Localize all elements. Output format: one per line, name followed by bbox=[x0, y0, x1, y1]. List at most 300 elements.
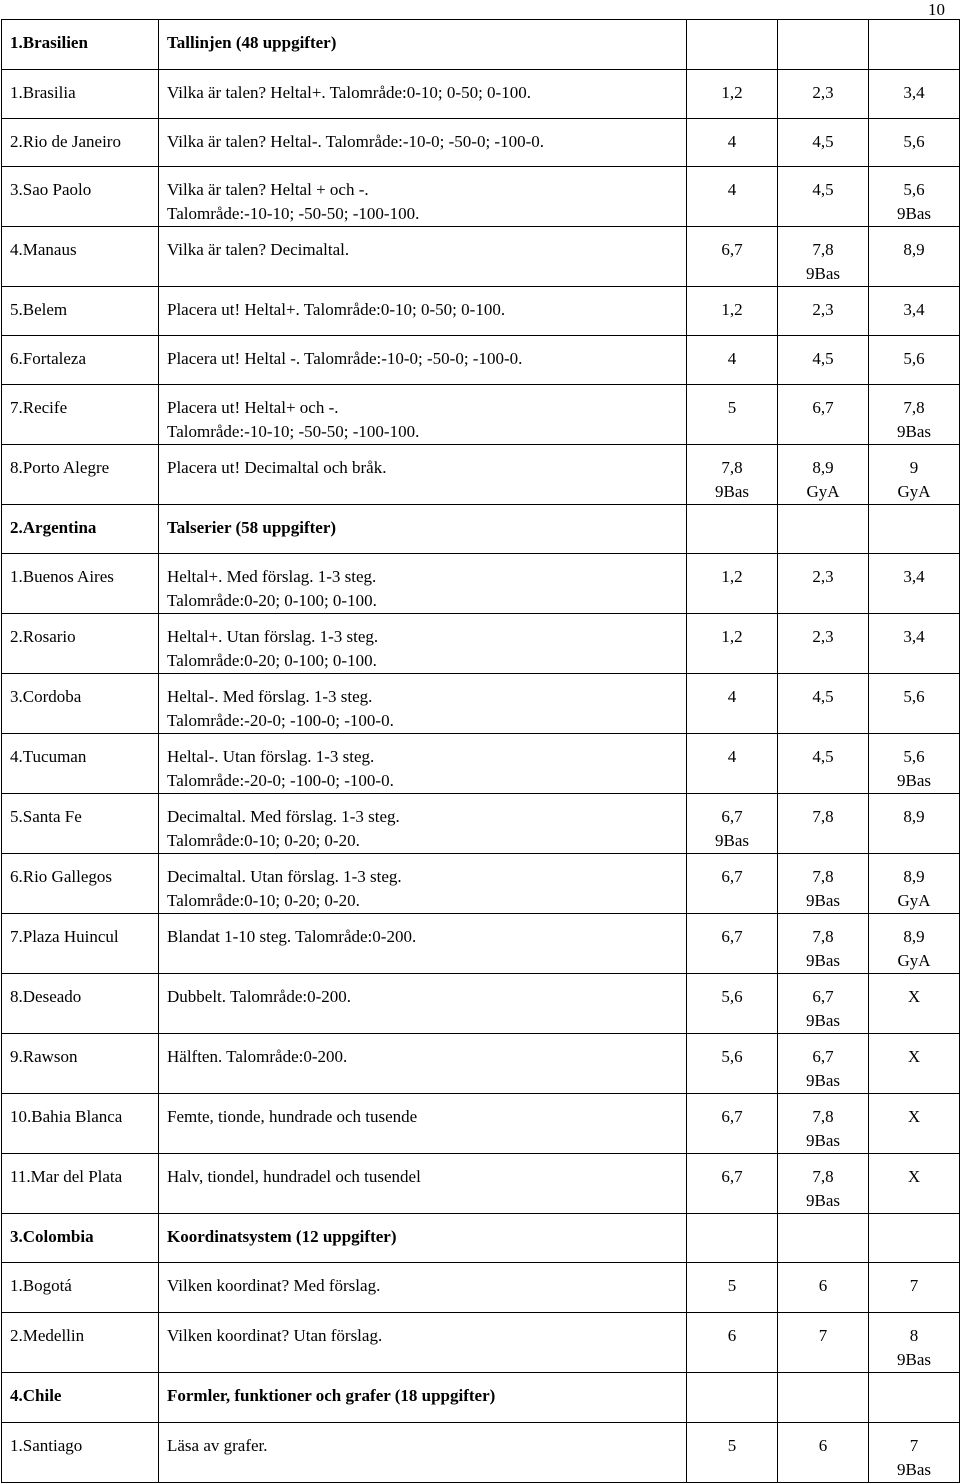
table-row bbox=[2, 1034, 960, 1094]
cell-line: Heltal+. Utan förslag. 1-3 steg. bbox=[167, 627, 379, 646]
cell-line: Talområde:-10-10; -50-50; -100-100. bbox=[167, 204, 420, 223]
exercise-name bbox=[2, 1313, 159, 1373]
cell-line: 3,4 bbox=[903, 567, 925, 586]
grade-cell-3 bbox=[869, 1313, 960, 1373]
cell-text: 2.Argentina bbox=[10, 518, 97, 537]
exercise-description bbox=[159, 1034, 687, 1094]
table-row bbox=[2, 445, 960, 505]
cell-line: Decimaltal. Med förslag. 1-3 steg. bbox=[167, 807, 400, 826]
cell-text: 3.Colombia bbox=[10, 1227, 94, 1246]
cell-line: Vilken koordinat? Utan förslag. bbox=[167, 1326, 383, 1345]
table-row bbox=[2, 1313, 960, 1373]
cell-line: Femte, tionde, hundrade och tusende bbox=[167, 1107, 418, 1126]
cell-line: Talområde:0-20; 0-100; 0-100. bbox=[167, 591, 377, 610]
exercise-description bbox=[159, 167, 687, 227]
exercise-description bbox=[159, 70, 687, 119]
section-country bbox=[2, 20, 159, 70]
exercise-description bbox=[159, 1423, 687, 1483]
grade-cell-3 bbox=[869, 794, 960, 854]
cell-line: GyA bbox=[897, 482, 931, 501]
grade-cell-3 bbox=[869, 119, 960, 167]
grade-cell-1 bbox=[687, 20, 778, 70]
cell-line: 9 bbox=[909, 458, 919, 477]
cell-text: 5.Belem bbox=[10, 300, 68, 319]
exercise-name bbox=[2, 1263, 159, 1313]
exercise-name bbox=[2, 227, 159, 287]
grade-cell-3 bbox=[869, 854, 960, 914]
cell-line: 7,8 bbox=[812, 807, 834, 826]
exercise-description bbox=[159, 336, 687, 385]
cell-line: 6,7 bbox=[721, 867, 743, 886]
cell-line: GyA bbox=[897, 951, 931, 970]
grade-cell-2 bbox=[778, 1373, 869, 1423]
exercise-description bbox=[159, 1094, 687, 1154]
grade-cell-2 bbox=[778, 554, 869, 614]
cell-line: 4 bbox=[727, 687, 737, 706]
section-title bbox=[159, 1214, 687, 1263]
cell-line: Heltal+. Med förslag. 1-3 steg. bbox=[167, 567, 377, 586]
grade-cell-3 bbox=[869, 554, 960, 614]
cell-line: 1,2 bbox=[721, 300, 743, 319]
grade-cell-2 bbox=[778, 1423, 869, 1483]
grade-cell-3 bbox=[869, 167, 960, 227]
cell-text: 2.Rio de Janeiro bbox=[10, 132, 121, 151]
grade-cell-2 bbox=[778, 854, 869, 914]
cell-line: X bbox=[907, 1107, 921, 1126]
cell-line: Vilka är talen? Decimaltal. bbox=[167, 240, 350, 259]
exercise-description bbox=[159, 674, 687, 734]
cell-text: 1.Bogotá bbox=[10, 1276, 72, 1295]
grade-cell-2 bbox=[778, 734, 869, 794]
exercise-name bbox=[2, 287, 159, 336]
cell-line: 5,6 bbox=[903, 132, 925, 151]
grade-cell-3 bbox=[869, 1094, 960, 1154]
grade-cell-1 bbox=[687, 1373, 778, 1423]
exercise-description bbox=[159, 914, 687, 974]
cell-line: 1,2 bbox=[721, 627, 743, 646]
cell-line: Vilka är talen? Heltal-. Talområde:-10-0; -50-0; -100-0. bbox=[167, 132, 545, 151]
cell-line: 4 bbox=[727, 180, 737, 199]
grade-cell-1 bbox=[687, 1313, 778, 1373]
cell-line: 6 bbox=[818, 1436, 828, 1455]
exercise-description bbox=[159, 1263, 687, 1313]
cell-text: 6.Rio Gallegos bbox=[10, 867, 112, 886]
cell-line: Decimaltal. Utan förslag. 1-3 steg. bbox=[167, 867, 402, 886]
grade-cell-2 bbox=[778, 385, 869, 445]
exercise-name bbox=[2, 854, 159, 914]
grade-cell-3 bbox=[869, 1154, 960, 1214]
grade-cell-2 bbox=[778, 119, 869, 167]
cell-line: 4,5 bbox=[812, 747, 834, 766]
cell-line: 9Bas bbox=[715, 482, 749, 501]
grade-cell-3 bbox=[869, 70, 960, 119]
exercise-name bbox=[2, 70, 159, 119]
grade-cell-2 bbox=[778, 505, 869, 554]
cell-text: 8.Porto Alegre bbox=[10, 458, 110, 477]
cell-line: Placera ut! Heltal+ och -. bbox=[167, 398, 339, 417]
table-row bbox=[2, 119, 960, 167]
cell-line: 8,9 bbox=[903, 807, 925, 826]
exercise-description bbox=[159, 1313, 687, 1373]
cell-line: Blandat 1-10 steg. Talområde:0-200. bbox=[167, 927, 417, 946]
cell-line: 4,5 bbox=[812, 180, 834, 199]
cell-line: 8 bbox=[909, 1326, 919, 1345]
grade-cell-3 bbox=[869, 914, 960, 974]
cell-line: Läsa av grafer. bbox=[167, 1436, 268, 1455]
grade-cell-1 bbox=[687, 287, 778, 336]
cell-line: 1,2 bbox=[721, 567, 743, 586]
cell-line: Placera ut! Decimaltal och bråk. bbox=[167, 458, 387, 477]
cell-line: 9Bas bbox=[897, 204, 931, 223]
cell-line: 9Bas bbox=[897, 771, 931, 790]
grade-cell-3 bbox=[869, 1263, 960, 1313]
exercise-description bbox=[159, 854, 687, 914]
grade-cell-3 bbox=[869, 1423, 960, 1483]
cell-line: 3,4 bbox=[903, 83, 925, 102]
cell-line: Dubbelt. Talområde:0-200. bbox=[167, 987, 352, 1006]
exercise-name bbox=[2, 1423, 159, 1483]
table-row bbox=[2, 614, 960, 674]
cell-line: 5 bbox=[727, 398, 737, 417]
cell-text: 4.Chile bbox=[10, 1386, 62, 1405]
grade-cell-2 bbox=[778, 1154, 869, 1214]
cell-line: 5,6 bbox=[721, 1047, 743, 1066]
section-row bbox=[2, 1373, 960, 1423]
grade-cell-1 bbox=[687, 1094, 778, 1154]
exercise-description bbox=[159, 734, 687, 794]
page-number: 10 bbox=[928, 0, 945, 19]
table-row bbox=[2, 1094, 960, 1154]
cell-line: 9Bas bbox=[806, 264, 840, 283]
grade-cell-2 bbox=[778, 614, 869, 674]
cell-line: 9Bas bbox=[897, 422, 931, 441]
grade-cell-1 bbox=[687, 614, 778, 674]
grade-cell-2 bbox=[778, 974, 869, 1034]
grade-cell-2 bbox=[778, 914, 869, 974]
cell-line: 7 bbox=[909, 1276, 919, 1295]
cell-line: Talserier (58 uppgifter) bbox=[167, 518, 337, 537]
cell-text: 1.Buenos Aires bbox=[10, 567, 114, 586]
exercise-name bbox=[2, 1154, 159, 1214]
exercise-description bbox=[159, 974, 687, 1034]
grade-cell-1 bbox=[687, 1214, 778, 1263]
grade-cell-1 bbox=[687, 1034, 778, 1094]
cell-line: 3,4 bbox=[903, 627, 925, 646]
grade-cell-1 bbox=[687, 554, 778, 614]
grade-cell-2 bbox=[778, 1214, 869, 1263]
cell-line: 5,6 bbox=[903, 180, 925, 199]
cell-text: 10.Bahia Blanca bbox=[10, 1107, 123, 1126]
grade-cell-1 bbox=[687, 734, 778, 794]
cell-line: X bbox=[907, 987, 921, 1006]
cell-line: 7,8 bbox=[812, 867, 834, 886]
cell-line: 2,3 bbox=[812, 83, 834, 102]
cell-line: Placera ut! Heltal -. Talområde:-10-0; -50-0; -100-0. bbox=[167, 349, 523, 368]
cell-line: 6,7 bbox=[721, 927, 743, 946]
cell-line: Koordinatsystem (12 uppgifter) bbox=[167, 1227, 397, 1246]
cell-line: 4 bbox=[727, 349, 737, 368]
grade-cell-2 bbox=[778, 674, 869, 734]
cell-text: 6.Fortaleza bbox=[10, 349, 86, 368]
cell-line: 8,9 bbox=[903, 927, 925, 946]
section-row bbox=[2, 505, 960, 554]
cell-line: GyA bbox=[897, 891, 931, 910]
cell-line: 4,5 bbox=[812, 687, 834, 706]
cell-line: 6 bbox=[727, 1326, 737, 1345]
grade-cell-3 bbox=[869, 227, 960, 287]
table-row bbox=[2, 794, 960, 854]
table-row bbox=[2, 854, 960, 914]
table-row bbox=[2, 1154, 960, 1214]
cell-line: 8,9 bbox=[812, 458, 834, 477]
cell-line: 7 bbox=[909, 1436, 919, 1455]
cell-line: 6,7 bbox=[812, 398, 834, 417]
section-row bbox=[2, 1214, 960, 1263]
cell-line: 2,3 bbox=[812, 300, 834, 319]
cell-text: 4.Tucuman bbox=[10, 747, 87, 766]
cell-line: 9Bas bbox=[806, 1011, 840, 1030]
cell-line: 6,7 bbox=[721, 240, 743, 259]
table-row bbox=[2, 1423, 960, 1483]
cell-line: 4 bbox=[727, 747, 737, 766]
exercise-name bbox=[2, 794, 159, 854]
cell-line: Talområde:0-10; 0-20; 0-20. bbox=[167, 891, 360, 910]
grade-cell-1 bbox=[687, 505, 778, 554]
cell-line: Heltal-. Utan förslag. 1-3 steg. bbox=[167, 747, 375, 766]
cell-line: 6 bbox=[818, 1276, 828, 1295]
cell-line: 9Bas bbox=[897, 1460, 931, 1479]
cell-line: 1,2 bbox=[721, 83, 743, 102]
cell-line: 5,6 bbox=[903, 747, 925, 766]
exercise-name bbox=[2, 1034, 159, 1094]
exercise-description bbox=[159, 227, 687, 287]
grade-cell-2 bbox=[778, 1263, 869, 1313]
cell-line: 5 bbox=[727, 1436, 737, 1455]
cell-line: 7 bbox=[818, 1326, 828, 1345]
cell-text: 1.Brasilien bbox=[10, 33, 88, 52]
section-title bbox=[159, 20, 687, 70]
cell-line: Heltal-. Med förslag. 1-3 steg. bbox=[167, 687, 373, 706]
cell-line: 3,4 bbox=[903, 300, 925, 319]
cell-line: 4,5 bbox=[812, 349, 834, 368]
exercise-description bbox=[159, 287, 687, 336]
cell-text: 8.Deseado bbox=[10, 987, 82, 1006]
cell-line: Vilka är talen? Heltal + och -. bbox=[167, 180, 369, 199]
table-row bbox=[2, 554, 960, 614]
cell-line: 5,6 bbox=[903, 349, 925, 368]
cell-text: 7.Recife bbox=[10, 398, 68, 417]
section-row bbox=[2, 20, 960, 70]
cell-line: Placera ut! Heltal+. Talområde:0-10; 0-50; 0-100. bbox=[167, 300, 506, 319]
grade-cell-2 bbox=[778, 70, 869, 119]
grade-cell-3 bbox=[869, 614, 960, 674]
grade-cell-2 bbox=[778, 287, 869, 336]
cell-line: Tallinjen (48 uppgifter) bbox=[167, 33, 337, 52]
grade-cell-1 bbox=[687, 974, 778, 1034]
grade-cell-2 bbox=[778, 794, 869, 854]
grade-cell-3 bbox=[869, 1373, 960, 1423]
grade-cell-2 bbox=[778, 227, 869, 287]
cell-line: X bbox=[907, 1167, 921, 1186]
cell-line: 8,9 bbox=[903, 240, 925, 259]
grade-cell-2 bbox=[778, 336, 869, 385]
exercise-name bbox=[2, 554, 159, 614]
grade-cell-1 bbox=[687, 1263, 778, 1313]
table-row bbox=[2, 287, 960, 336]
cell-line: 8,9 bbox=[903, 867, 925, 886]
table-row bbox=[2, 227, 960, 287]
cell-line: 9Bas bbox=[806, 951, 840, 970]
cell-line: 6,7 bbox=[721, 1167, 743, 1186]
exercise-name bbox=[2, 1094, 159, 1154]
section-country bbox=[2, 505, 159, 554]
exercise-description bbox=[159, 445, 687, 505]
cell-line: 6,7 bbox=[721, 1107, 743, 1126]
grade-cell-3 bbox=[869, 20, 960, 70]
table-row bbox=[2, 1263, 960, 1313]
cell-text: 3.Cordoba bbox=[10, 687, 82, 706]
grade-cell-2 bbox=[778, 445, 869, 505]
section-country bbox=[2, 1214, 159, 1263]
exercise-name bbox=[2, 674, 159, 734]
cell-line: Talområde:0-20; 0-100; 0-100. bbox=[167, 651, 377, 670]
exercise-description bbox=[159, 119, 687, 167]
table-body bbox=[2, 20, 960, 1483]
cell-line: 7,8 bbox=[903, 398, 925, 417]
cell-text: 3.Sao Paolo bbox=[10, 180, 92, 199]
exercise-description bbox=[159, 385, 687, 445]
section-title bbox=[159, 505, 687, 554]
exercise-name bbox=[2, 445, 159, 505]
table-row bbox=[2, 914, 960, 974]
cell-line: X bbox=[907, 1047, 921, 1066]
grade-cell-3 bbox=[869, 505, 960, 554]
cell-line: 5,6 bbox=[721, 987, 743, 1006]
grade-cell-1 bbox=[687, 1154, 778, 1214]
cell-text: 2.Rosario bbox=[10, 627, 76, 646]
grade-cell-2 bbox=[778, 1034, 869, 1094]
grade-cell-1 bbox=[687, 914, 778, 974]
cell-text: 1.Santiago bbox=[10, 1436, 83, 1455]
table-row bbox=[2, 336, 960, 385]
cell-line: Talområde:0-10; 0-20; 0-20. bbox=[167, 831, 360, 850]
grade-cell-1 bbox=[687, 674, 778, 734]
grade-cell-1 bbox=[687, 70, 778, 119]
cell-line: Talområde:-20-0; -100-0; -100-0. bbox=[167, 711, 394, 730]
exercise-name bbox=[2, 914, 159, 974]
exercise-name bbox=[2, 167, 159, 227]
exercise-description bbox=[159, 794, 687, 854]
table-row bbox=[2, 734, 960, 794]
cell-line: 5,6 bbox=[903, 687, 925, 706]
grade-cell-3 bbox=[869, 1034, 960, 1094]
grade-cell-2 bbox=[778, 20, 869, 70]
cell-text: 7.Plaza Huincul bbox=[10, 927, 119, 946]
cell-line: 6,7 bbox=[721, 807, 743, 826]
cell-text: 1.Brasilia bbox=[10, 83, 76, 102]
section-title bbox=[159, 1373, 687, 1423]
cell-line: 7,8 bbox=[721, 458, 743, 477]
cell-text: 11.Mar del Plata bbox=[10, 1167, 123, 1186]
grade-cell-1 bbox=[687, 1423, 778, 1483]
grade-cell-3 bbox=[869, 974, 960, 1034]
section-country bbox=[2, 1373, 159, 1423]
cell-line: Hälften. Talområde:0-200. bbox=[167, 1047, 348, 1066]
cell-line: 4 bbox=[727, 132, 737, 151]
cell-text: 2.Medellin bbox=[10, 1326, 85, 1345]
exercise-name bbox=[2, 974, 159, 1034]
grade-cell-3 bbox=[869, 287, 960, 336]
cell-line: GyA bbox=[806, 482, 840, 501]
grade-cell-2 bbox=[778, 1094, 869, 1154]
exercise-name bbox=[2, 336, 159, 385]
exercise-description bbox=[159, 554, 687, 614]
cell-text: 9.Rawson bbox=[10, 1047, 78, 1066]
cell-text: 5.Santa Fe bbox=[10, 807, 82, 826]
cell-line: Talområde:-20-0; -100-0; -100-0. bbox=[167, 771, 394, 790]
cell-line: 7,8 bbox=[812, 240, 834, 259]
cell-line: 6,7 bbox=[812, 1047, 834, 1066]
grade-cell-3 bbox=[869, 1214, 960, 1263]
grade-cell-2 bbox=[778, 167, 869, 227]
grade-cell-1 bbox=[687, 794, 778, 854]
cell-line: 9Bas bbox=[806, 1071, 840, 1090]
exercise-name bbox=[2, 734, 159, 794]
table-row bbox=[2, 674, 960, 734]
cell-line: Formler, funktioner och grafer (18 uppgifter) bbox=[167, 1386, 496, 1405]
exercise-description bbox=[159, 614, 687, 674]
cell-line: Vilka är talen? Heltal+. Talområde:0-10; 0-50; 0-100. bbox=[167, 83, 531, 102]
table-row bbox=[2, 974, 960, 1034]
cell-line: 5 bbox=[727, 1276, 737, 1295]
cell-line: Halv, tiondel, hundradel och tusendel bbox=[167, 1167, 421, 1186]
grade-cell-1 bbox=[687, 445, 778, 505]
cell-line: 7,8 bbox=[812, 927, 834, 946]
grade-cell-1 bbox=[687, 227, 778, 287]
exercise-name bbox=[2, 119, 159, 167]
grade-cell-1 bbox=[687, 336, 778, 385]
cell-line: 7,8 bbox=[812, 1107, 834, 1126]
table-row bbox=[2, 167, 960, 227]
grade-cell-1 bbox=[687, 119, 778, 167]
cell-text: 4.Manaus bbox=[10, 240, 77, 259]
grade-cell-3 bbox=[869, 385, 960, 445]
grade-cell-3 bbox=[869, 674, 960, 734]
grade-cell-1 bbox=[687, 854, 778, 914]
grade-cell-3 bbox=[869, 336, 960, 385]
cell-line: Vilken koordinat? Med förslag. bbox=[167, 1276, 381, 1295]
cell-line: 9Bas bbox=[806, 1191, 840, 1210]
cell-line: 9Bas bbox=[715, 831, 749, 850]
exercise-name bbox=[2, 614, 159, 674]
cell-line: 9Bas bbox=[897, 1350, 931, 1369]
cell-line: 7,8 bbox=[812, 1167, 834, 1186]
exercise-table bbox=[1, 19, 960, 1483]
table-row bbox=[2, 385, 960, 445]
exercise-name bbox=[2, 385, 159, 445]
grade-cell-3 bbox=[869, 734, 960, 794]
cell-line: Talområde:-10-10; -50-50; -100-100. bbox=[167, 422, 420, 441]
grade-cell-2 bbox=[778, 1313, 869, 1373]
cell-line: 6,7 bbox=[812, 987, 834, 1006]
grade-cell-1 bbox=[687, 385, 778, 445]
cell-line: 2,3 bbox=[812, 627, 834, 646]
cell-line: 9Bas bbox=[806, 891, 840, 910]
cell-line: 9Bas bbox=[806, 1131, 840, 1150]
grade-cell-1 bbox=[687, 167, 778, 227]
grade-cell-3 bbox=[869, 445, 960, 505]
cell-line: 4,5 bbox=[812, 132, 834, 151]
